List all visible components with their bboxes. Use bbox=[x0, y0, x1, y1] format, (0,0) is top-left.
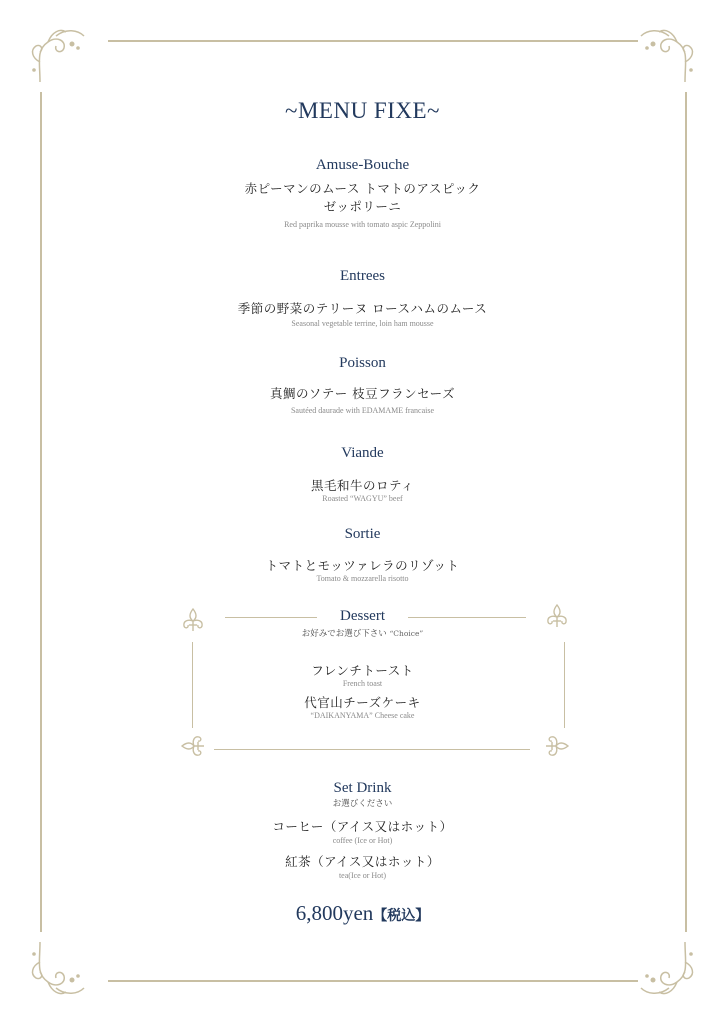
course-en-poisson: Sautéed daurade with EDAMAME francaise bbox=[290, 406, 435, 415]
corner-flourish-top-right-icon bbox=[637, 22, 699, 84]
course-jp-entrees: 季節の野菜のテリーヌ ロースハムのムース bbox=[237, 301, 488, 316]
corner-flourish-top-left-icon bbox=[26, 22, 88, 84]
dessert-option-jp-cheesecake: 代官山チーズケーキ bbox=[304, 695, 421, 710]
dessert-box-bottom-line bbox=[214, 749, 530, 750]
drink-option-en-coffee: coffee (Ice or Hot) bbox=[332, 836, 393, 845]
dessert-option-en-cheesecake: “DAIKANYAMA” Cheese cake bbox=[310, 711, 415, 720]
course-heading-sortie: Sortie bbox=[344, 526, 381, 542]
drink-heading: Set Drink bbox=[333, 780, 392, 796]
drink-option-jp-tea: 紅茶（アイス又はホット） bbox=[285, 854, 440, 869]
corner-flourish-bottom-right-icon bbox=[637, 940, 699, 1002]
course-heading-poisson: Poisson bbox=[339, 355, 386, 371]
course-en-entrees: Seasonal vegetable terrine, loin ham mousse bbox=[291, 319, 434, 328]
course-jp-amuse-bouche-line1: 赤ピーマンのムース トマトのアスピック bbox=[244, 181, 481, 196]
dessert-option-en-french-toast: French toast bbox=[342, 679, 383, 688]
dessert-option-jp-french-toast: フレンチトースト bbox=[311, 663, 414, 678]
course-jp-poisson: 真鯛のソテー 枝豆フランセーズ bbox=[269, 386, 456, 401]
course-heading-amuse-bouche: Amuse-Bouche bbox=[315, 157, 410, 173]
course-heading-entrees: Entrees bbox=[340, 268, 385, 284]
dessert-note bbox=[0, 627, 725, 639]
course-heading-viande: Viande bbox=[341, 445, 384, 461]
frame-top-line bbox=[108, 40, 638, 42]
drink-option-en-tea: tea(Ice or Hot) bbox=[338, 871, 387, 880]
dessert-note-en: “Choice” bbox=[389, 629, 424, 638]
fleur-de-lis-bottom-left-icon bbox=[180, 733, 206, 759]
course-jp-amuse-bouche-line2: ゼッポリーニ bbox=[323, 199, 402, 214]
course-en-amuse-bouche: Red paprika mousse with tomato aspic Zeppolini bbox=[284, 220, 441, 229]
fleur-de-lis-bottom-right-icon bbox=[544, 733, 570, 759]
drink-option-jp-coffee: コーヒー（アイス又はホット） bbox=[272, 819, 453, 834]
course-jp-viande: 黒毛和牛のロティ bbox=[310, 478, 414, 493]
course-en-viande: Roasted “WAGYU” beef bbox=[322, 494, 403, 503]
price-amount: 6,800yen bbox=[295, 901, 374, 925]
course-jp-sortie: トマトとモッツァレラのリゾット bbox=[265, 558, 460, 573]
menu-title: ~MENU FIXE~ bbox=[285, 98, 440, 123]
course-en-sortie: Tomato & mozzarella risotto bbox=[316, 574, 409, 583]
menu-price bbox=[0, 901, 725, 926]
drink-note-jp: お選びください bbox=[332, 799, 393, 809]
dessert-heading: Dessert bbox=[340, 608, 385, 624]
frame-bottom-line bbox=[108, 980, 638, 982]
corner-flourish-bottom-left-icon bbox=[26, 940, 88, 1002]
price-tax-label: 【税込】 bbox=[373, 908, 430, 924]
dessert-note-jp: お好みでお選び下さい bbox=[301, 629, 387, 639]
